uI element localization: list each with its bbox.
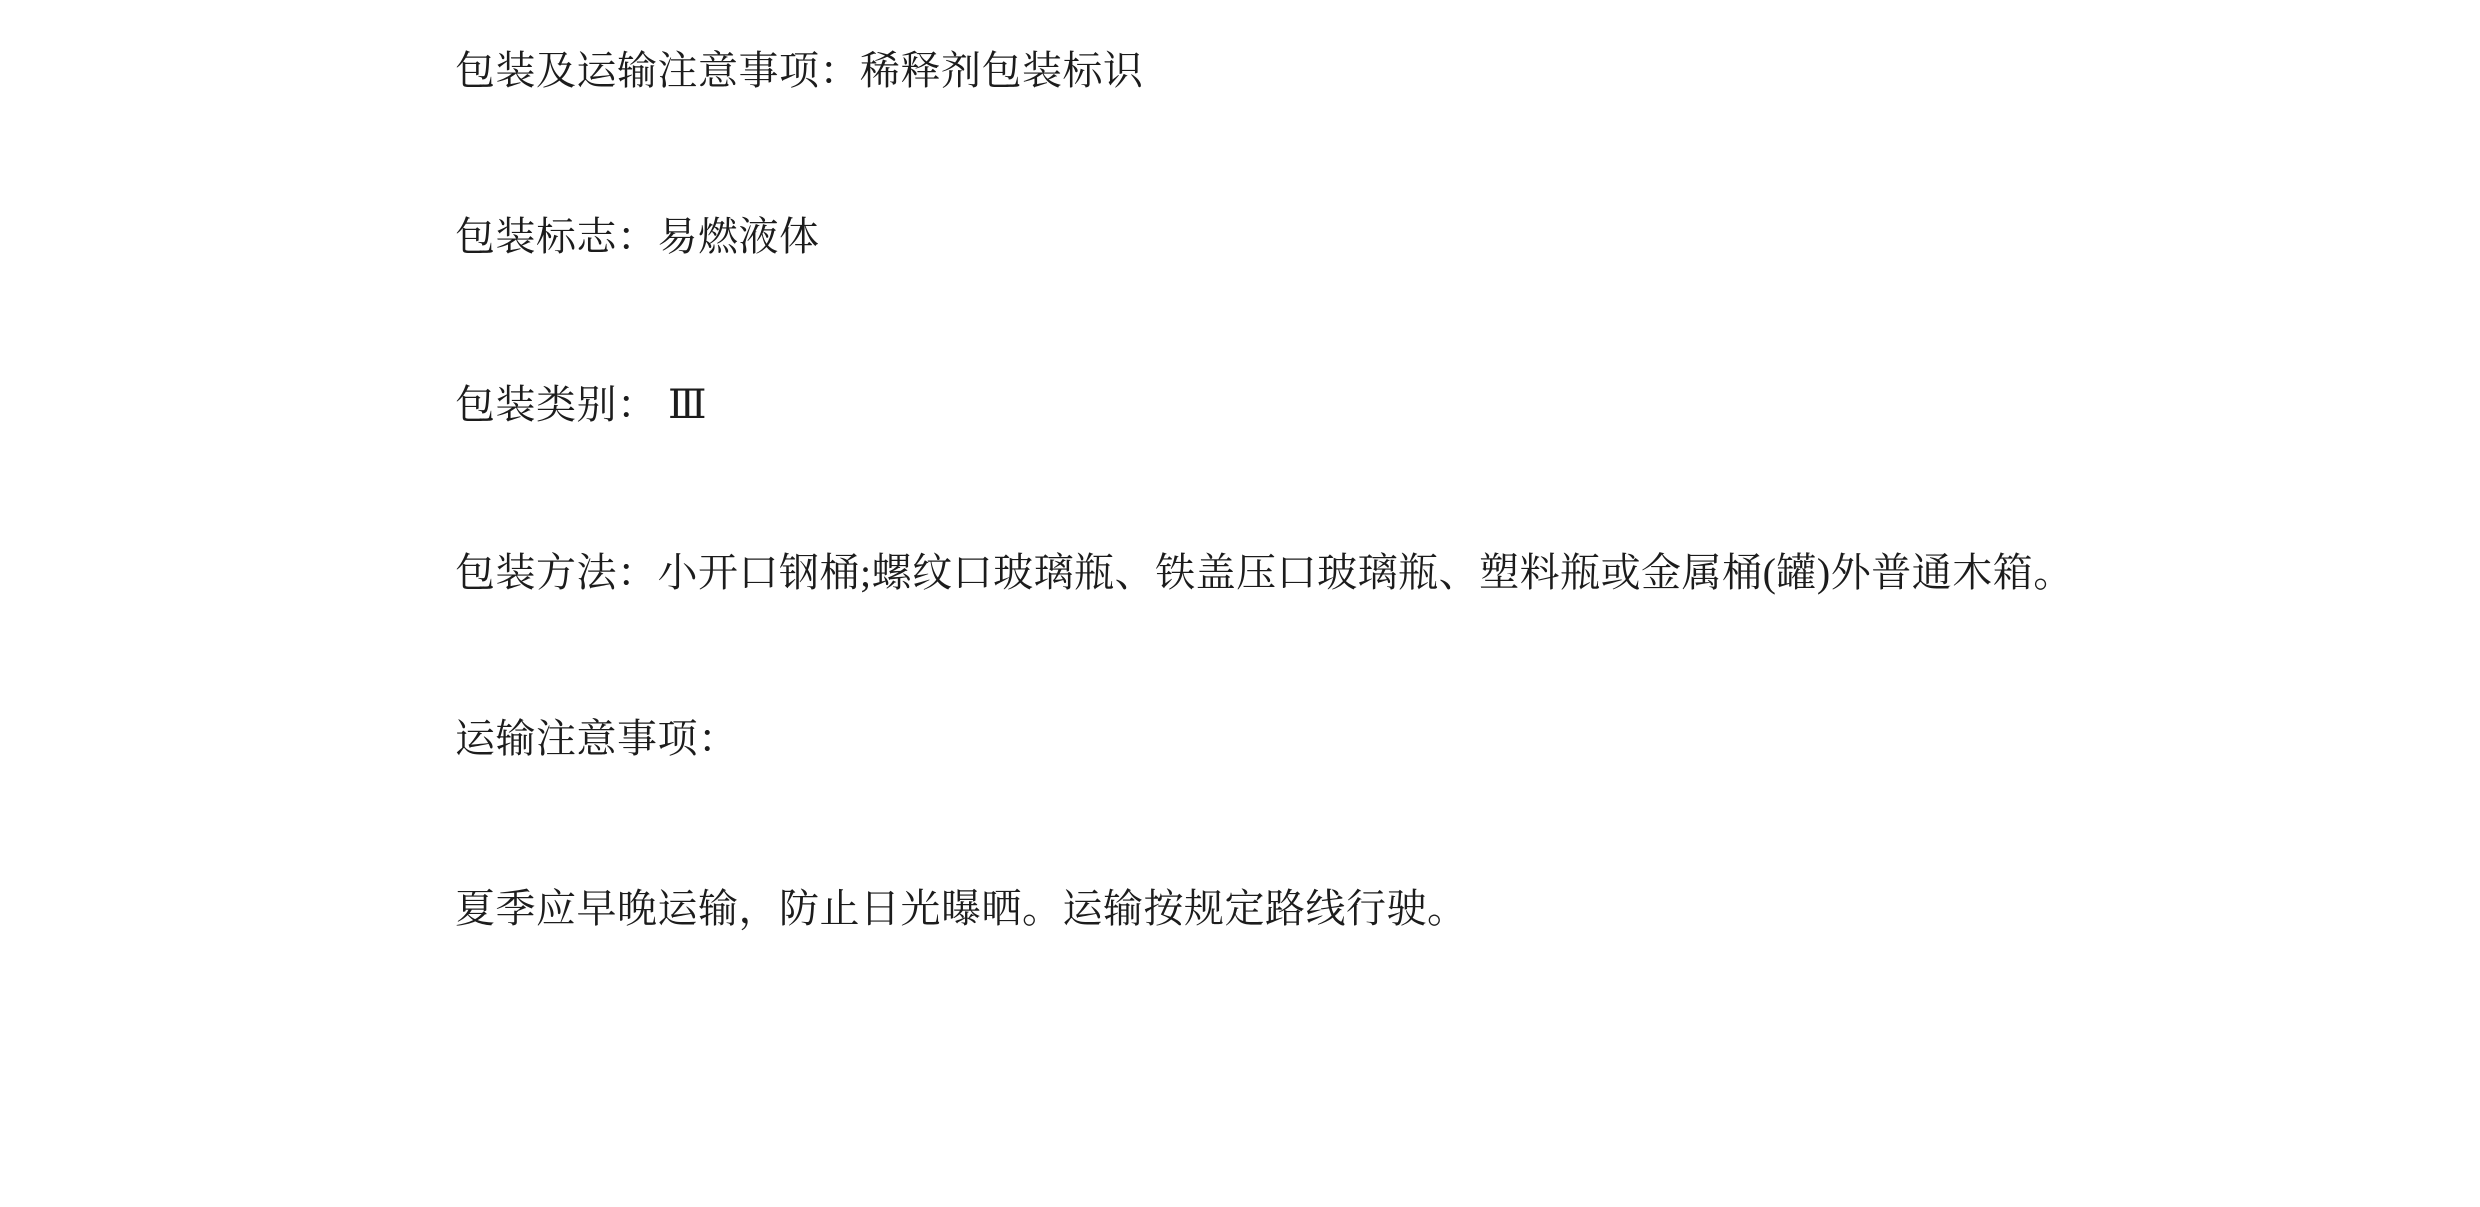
packaging-mark: 包装标志：易燃液体 [455, 214, 820, 259]
packaging-transport-notes-heading: 包装及运输注意事项：稀释剂包装标识 [455, 48, 1144, 93]
paragraph-spacer [455, 764, 2315, 884]
paragraph-spacer [455, 262, 2315, 380]
transport-notes-content: 夏季应早晚运输，防止日光曝晒。运输按规定路线行驶。 [455, 886, 1468, 931]
paragraph-spacer [455, 598, 2315, 714]
document-body [455, 46, 2315, 934]
paragraph-spacer [455, 430, 2315, 548]
transport-notes-label: 运输注意事项： [455, 716, 739, 761]
packaging-category: 包装类别： Ⅲ [455, 382, 708, 427]
paragraph-spacer [455, 96, 2315, 212]
packaging-method: 包装方法：小开口钢桶;螺纹口玻璃瓶、铁盖压口玻璃瓶、塑料瓶或金属桶(罐)外普通木箱。 [455, 550, 2074, 595]
